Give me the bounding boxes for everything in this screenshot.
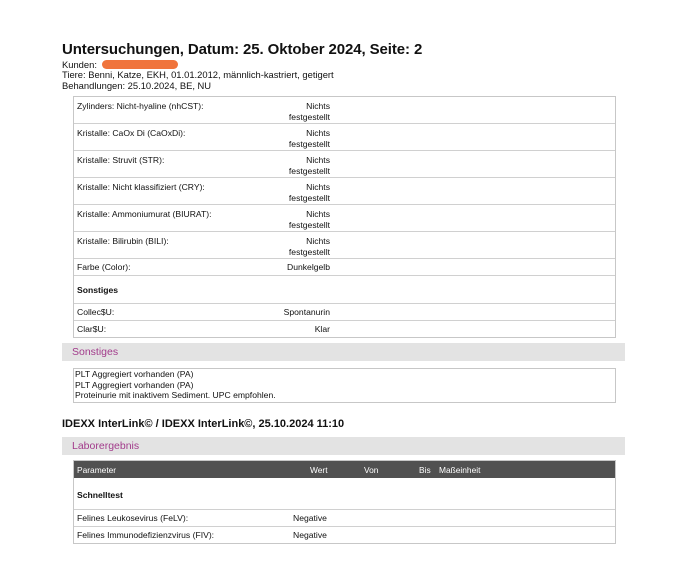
result-value: Nichts festgestellt: [288, 236, 330, 257]
result-value: Nichts festgestellt: [288, 209, 330, 230]
column-header-parameter: Parameter: [77, 465, 117, 475]
result-row: [74, 232, 615, 259]
column-header-wert: Wert: [310, 465, 328, 475]
column-header-bis: Bis: [419, 465, 431, 475]
result-value: Nichts festgestellt: [288, 182, 330, 203]
result-label: Farbe (Color):: [77, 262, 131, 272]
note-line: PLT Aggregiert vorhanden (PA): [75, 369, 194, 379]
table-row: [74, 527, 615, 543]
result-row: [74, 151, 615, 178]
result-label: Zylinders: Nicht-hyaline (nhCST):: [77, 101, 204, 111]
group-heading: Sonstiges: [77, 285, 119, 295]
section-title: Laborergebnis: [72, 440, 140, 452]
table-row: [74, 510, 615, 527]
page-title: Untersuchungen, Datum: 25. Oktober 2024, Seite: 2: [62, 41, 423, 58]
notes-box: [73, 368, 616, 403]
urinalysis-results-table: [73, 96, 616, 338]
lab-results-table: [73, 460, 616, 544]
note-line: PLT Aggregiert vorhanden (PA): [75, 379, 194, 390]
behandlungen-line: Behandlungen: 25.10.2024, BE, NU: [62, 80, 212, 91]
redacted-name: [102, 60, 178, 69]
result-value: Nichts festgestellt: [288, 101, 330, 122]
result-row: [74, 259, 615, 276]
wert-cell: Negative: [293, 513, 327, 523]
result-label: Kristalle: Nicht klassifiziert (CRY):: [77, 182, 205, 192]
result-label: Kristalle: Ammoniumurat (BIURAT):: [77, 209, 212, 219]
result-row: [74, 205, 615, 232]
column-header-einheit: Maßeinheit: [439, 465, 481, 475]
parameter-cell: Felines Leukosevirus (FeLV):: [77, 513, 189, 523]
result-value: Spontanurin: [283, 307, 330, 317]
group-heading-row: [74, 276, 615, 304]
result-value: Nichts festgestellt: [288, 128, 330, 149]
section-title: Sonstiges: [72, 346, 119, 358]
result-label: Kristalle: Struvit (STR):: [77, 155, 165, 165]
result-value: Dunkelgelb: [287, 262, 330, 272]
result-value: Nichts festgestellt: [288, 155, 330, 176]
column-header-von: Von: [364, 465, 379, 475]
tiere-line: Tiere: Benni, Katze, EKH, 01.01.2012, männlich-kastriert, getigert: [62, 69, 334, 80]
wert-cell: Negative: [293, 530, 327, 540]
result-label: Kristalle: CaOx Di (CaOxDi):: [77, 128, 186, 138]
group-heading: Schnelltest: [77, 490, 123, 500]
result-row: [74, 178, 615, 205]
result-row: [74, 124, 615, 151]
group-heading-row: [74, 478, 615, 510]
result-label: Clar$U:: [77, 324, 107, 334]
result-row: [74, 304, 615, 321]
table-header: [74, 461, 615, 478]
result-label: Collec$U:: [77, 307, 115, 317]
idexx-heading: IDEXX InterLink© / IDEXX InterLink©, 25.10.2024 11:10: [62, 418, 345, 430]
parameter-cell: Felines Immunodefizienzvirus (FIV):: [77, 530, 215, 540]
result-label: Kristalle: Bilirubin (BILI):: [77, 236, 169, 246]
kunden-label: Kunden:: [62, 59, 97, 70]
result-value: Klar: [314, 324, 330, 334]
note-line: Proteinurie mit inaktivem Sediment. UPC empfohlen.: [75, 390, 276, 400]
result-row: [74, 321, 615, 337]
result-row: [74, 97, 615, 124]
section-bar-sonstiges: [62, 343, 625, 361]
section-bar-laborergebnis: [62, 437, 625, 455]
